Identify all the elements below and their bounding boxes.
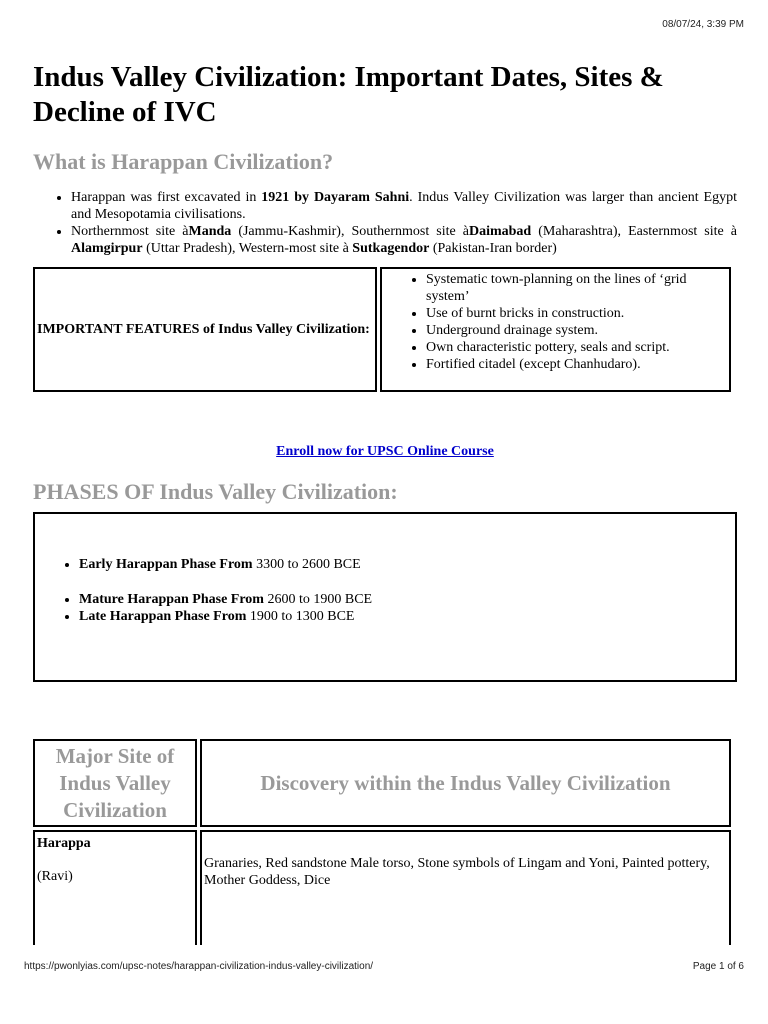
discovery-cell: Granaries, Red sandstone Male torso, Stone symbols of Lingam and Yoni, Painted pottery, Mother Goddess, Dice (200, 830, 731, 945)
feature-item: • Own characteristic pottery, seals and script. (426, 339, 729, 356)
phase-item: • Early Harappan Phase From 3300 to 2600 BCE (79, 556, 735, 573)
features-cell (380, 267, 731, 392)
table-header-row (33, 739, 731, 827)
sites-table (33, 736, 734, 945)
column-header-discovery: Discovery within the Indus Valley Civilization (200, 739, 731, 827)
phases-list (35, 556, 735, 625)
table-row (33, 830, 731, 945)
print-url: https://pwonlyias.com/upsc-notes/harappan-civilization-indus-valley-civilization/ (24, 961, 374, 972)
article-content (33, 60, 737, 945)
features-list (382, 271, 729, 373)
list-item: • Harappan was first excavated in 1921 by Dayaram Sahni. Indus Valley Civilization was larger than ancient Egypt and Mesopotamia civilisations. (71, 189, 737, 223)
site-river: (Ravi) (37, 869, 73, 884)
section-heading-phases: PHASES OF Indus Valley Civilization: (33, 479, 398, 504)
print-datetime: 08/07/24, 3:39 PM (662, 19, 744, 30)
list-item: • Northernmost site àManda (Jammu-Kashmir), Southernmost site àDaimabad (Maharashtra), Easternmost site à Alamgirpur (Uttar Pradesh), Western-most site à Sutkagendor (Pakistan-Iran border) (71, 223, 737, 257)
site-cell (33, 830, 197, 945)
site-name: Harappa (37, 836, 91, 851)
feature-item: • Systematic town-planning on the lines of ‘grid system’ (426, 271, 729, 305)
section-heading-harappan: What is Harappan Civilization? (33, 149, 334, 174)
page-title: Indus Valley Civilization: Important Dates, Sites & Decline of IVC (33, 61, 664, 128)
intro-list (33, 189, 737, 257)
features-table (33, 267, 734, 392)
feature-item: • Use of burnt bricks in construction. (426, 305, 729, 322)
phase-item: • Late Harappan Phase From 1900 to 1300 BCE (79, 608, 735, 625)
phases-box (33, 512, 737, 682)
feature-item: • Fortified citadel (except Chanhudaro). (426, 356, 729, 373)
phase-item: • Mature Harappan Phase From 2600 to 1900 BCE (79, 591, 735, 608)
enroll-paragraph (33, 444, 737, 460)
page-number: Page 1 of 6 (692, 961, 744, 972)
feature-item: • Underground drainage system. (426, 322, 729, 339)
enroll-link[interactable]: Enroll now for UPSC Online Course (276, 444, 494, 459)
column-header-site: Major Site of Indus Valley Civilization (33, 739, 197, 827)
features-label: IMPORTANT FEATURES of Indus Valley Civilization: (33, 267, 377, 392)
